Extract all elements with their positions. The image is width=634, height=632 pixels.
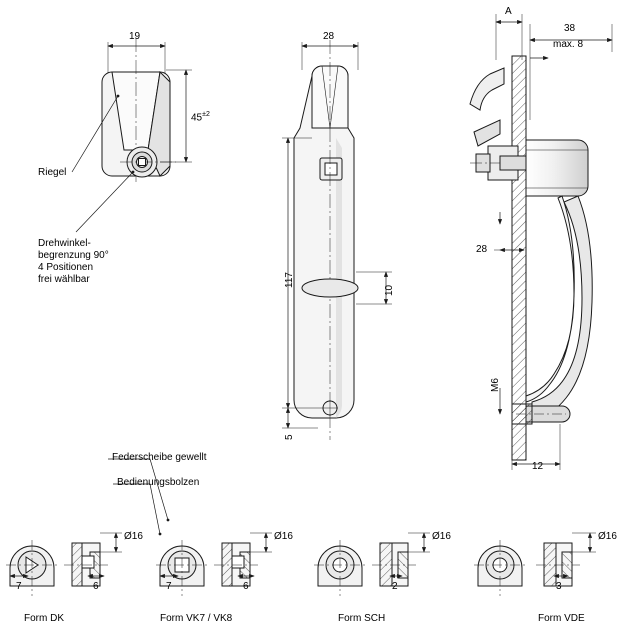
dim-label-12: 12: [532, 461, 544, 472]
dim-label-28-front: 28: [323, 31, 335, 42]
dim-label-45: $45^{\pm 2}$: [191, 111, 210, 124]
dim-label-M6: M6: [490, 378, 501, 392]
dim-label-6-dk: 6: [93, 581, 99, 592]
dim-label-max8: max. 8: [553, 39, 584, 50]
form-caption-dk: Form DK: [24, 613, 65, 624]
dim-label-117: 117: [284, 272, 295, 288]
dim-label-10: 10: [384, 284, 395, 296]
dim-label-7-vk: 7: [166, 581, 172, 592]
form-dk-figures: [6, 533, 122, 596]
dim-label-A: A: [505, 6, 512, 17]
dim-label-19: 19: [129, 31, 141, 42]
view-side-section: [470, 14, 612, 470]
form-caption-vde: Form VDE: [538, 613, 585, 624]
form-vk-figures: [156, 533, 272, 596]
form-vde-figures: [474, 533, 596, 596]
callout-drehwinkel-line4: frei wählbar: [38, 274, 90, 285]
dim-label-3-vde: 3: [556, 581, 562, 592]
dim-label-2-sch: 2: [392, 581, 398, 592]
dim-label-dia-vde: Ø16: [598, 531, 617, 542]
dim-label-dia-vk: Ø16: [274, 531, 293, 542]
view-front: [282, 40, 392, 440]
dim-label-7-dk: 7: [16, 581, 22, 592]
callout-riegel: Riegel: [38, 167, 67, 178]
dim-label-6-vk: 6: [243, 581, 249, 592]
callout-bedienungsbolzen: Bedienungsbolzen: [117, 477, 200, 488]
form-caption-vk: Form VK7 / VK8: [160, 613, 233, 624]
callout-drehwinkel-line2: begrenzung 90°: [38, 250, 109, 261]
callout-drehwinkel-line3: 4 Positionen: [38, 262, 94, 273]
dim-label-28-side: 28: [476, 244, 488, 255]
dim-label-5: 5: [284, 434, 295, 440]
view-top-left: [72, 38, 192, 232]
dim-label-dia-sch: Ø16: [432, 531, 451, 542]
bottom-callout-leaders: [108, 459, 169, 535]
form-sch-figures: [314, 533, 430, 596]
form-caption-sch: Form SCH: [338, 613, 386, 624]
callout-drehwinkel-line1: Drehwinkel-: [38, 238, 91, 249]
dim-label-dia-dk: Ø16: [124, 531, 143, 542]
callout-federscheibe: Federscheibe gewellt: [112, 452, 207, 463]
dim-label-38: 38: [564, 23, 576, 34]
